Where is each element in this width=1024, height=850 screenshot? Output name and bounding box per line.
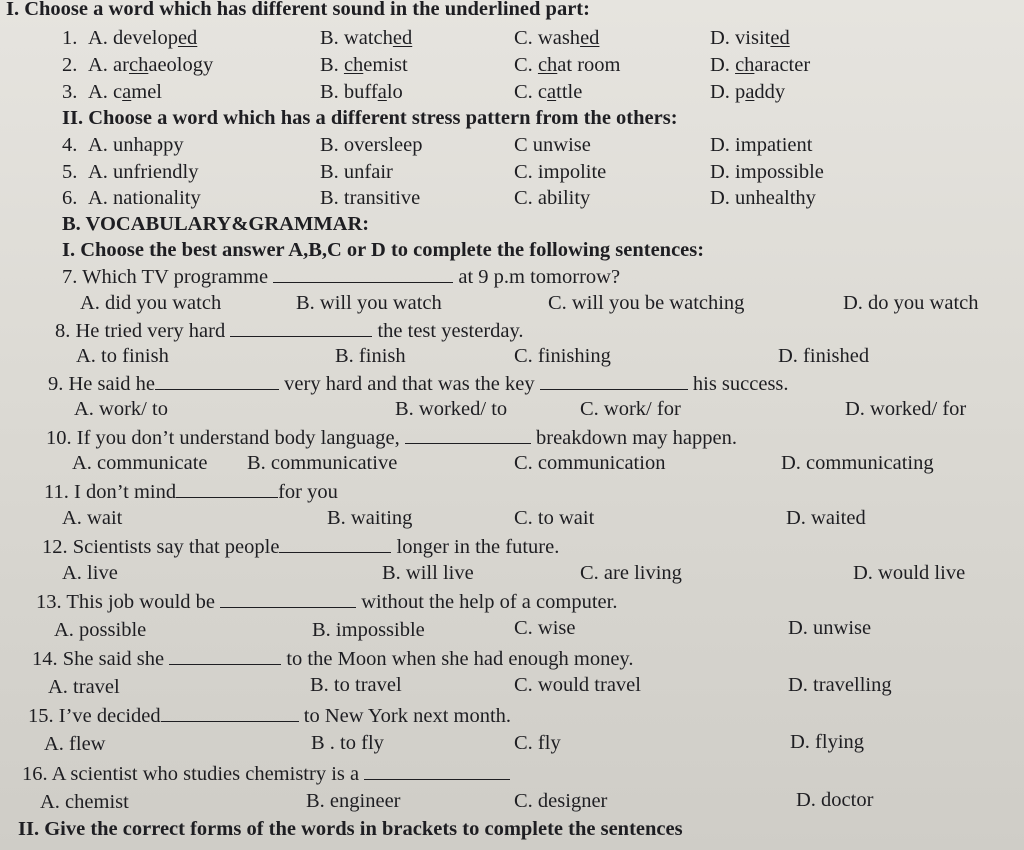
option-a: A. communicate xyxy=(72,452,208,474)
answer-blank xyxy=(220,589,356,608)
option-a: A. live xyxy=(62,562,118,584)
question-stem: 10. If you don’t understand body language, breakdown may happen. xyxy=(46,427,737,449)
option-b: B. watched xyxy=(320,27,413,49)
option-a: A. possible xyxy=(54,619,147,641)
option-a: A. to finish xyxy=(76,345,169,367)
answer-blank xyxy=(230,318,372,337)
option-a: A. camel xyxy=(88,81,163,103)
option-c: C. chat room xyxy=(514,54,621,76)
section-heading-word-forms: II. Give the correct forms of the words in brackets to complete the sentences xyxy=(18,818,683,840)
question-number: 5. xyxy=(62,161,78,183)
option-d: D. unhealthy xyxy=(710,187,816,209)
option-b: B. oversleep xyxy=(320,134,423,156)
question-number: 1. xyxy=(62,27,78,49)
answer-blank xyxy=(540,371,688,390)
option-d: D. visited xyxy=(710,27,790,49)
option-b: B . to fly xyxy=(311,732,384,754)
option-a: A. unfriendly xyxy=(88,161,199,183)
question-stem: 14. She said she to the Moon when she had enough money. xyxy=(32,648,634,670)
option-c: C unwise xyxy=(514,134,591,156)
answer-blank xyxy=(364,761,510,780)
answer-blank xyxy=(176,479,278,498)
option-a: A. unhappy xyxy=(88,134,184,156)
option-c: C. are living xyxy=(580,562,682,584)
option-d: D. communicating xyxy=(781,452,934,474)
option-a: A. did you watch xyxy=(80,292,222,314)
question-stem: 12. Scientists say that people longer in the future. xyxy=(42,536,560,558)
option-d: D. finished xyxy=(778,345,870,367)
option-b: B. worked/ to xyxy=(395,398,508,420)
option-c: C. impolite xyxy=(514,161,607,183)
question-stem: 7. Which TV programme at 9 p.m tomorrow? xyxy=(62,266,621,288)
option-b: B. transitive xyxy=(320,187,421,209)
answer-blank xyxy=(279,534,391,553)
option-b: B. will you watch xyxy=(296,292,442,314)
option-b: B. impossible xyxy=(312,619,425,641)
option-b: B. buffalo xyxy=(320,81,403,103)
option-b: B. unfair xyxy=(320,161,393,183)
option-d: D. do you watch xyxy=(843,292,979,314)
option-c: C. designer xyxy=(514,790,608,812)
section-title-vocabulary-grammar: B. VOCABULARY&GRAMMAR: xyxy=(62,213,370,235)
option-a: A. chemist xyxy=(40,791,129,813)
question-stem: 16. A scientist who studies chemistry is a xyxy=(22,761,510,786)
option-d: D. travelling xyxy=(788,674,892,696)
option-d: D. character xyxy=(710,54,811,76)
option-c: C. washed xyxy=(514,27,600,49)
option-d: D. would live xyxy=(853,562,966,584)
option-a: A. developed xyxy=(88,27,198,49)
answer-blank xyxy=(169,646,281,665)
option-c: C. wise xyxy=(514,617,576,639)
question-number: 2. xyxy=(62,54,78,76)
option-a: A. wait xyxy=(62,507,123,529)
question-number: 3. xyxy=(62,81,78,103)
question-number: 6. xyxy=(62,187,78,209)
option-c: C. ability xyxy=(514,187,591,209)
question-stem: 8. He tried very hard the test yesterday. xyxy=(55,320,524,342)
section-heading-best-answer: I. Choose the best answer A,B,C or D to complete the following sentences: xyxy=(62,239,705,261)
option-d: D. waited xyxy=(786,507,866,529)
option-c: C. finishing xyxy=(514,345,611,367)
answer-blank xyxy=(273,264,453,283)
option-a: A. nationality xyxy=(88,187,201,209)
option-b: B. to travel xyxy=(310,674,402,696)
option-b: B. chemist xyxy=(320,54,408,76)
section-heading-sound: I. Choose a word which has different sound in the underlined part: xyxy=(6,0,590,20)
option-c: C. to wait xyxy=(514,507,595,529)
option-d: D. unwise xyxy=(788,617,872,639)
option-b: B. finish xyxy=(335,345,406,367)
option-a: A. flew xyxy=(44,733,106,755)
option-c: C. work/ for xyxy=(580,398,681,420)
option-d: D. impatient xyxy=(710,134,813,156)
question-number: 4. xyxy=(62,134,78,156)
option-d: D. flying xyxy=(790,731,865,753)
section-heading-stress: II. Choose a word which has a different stress pattern from the others: xyxy=(62,107,678,129)
option-a: A. travel xyxy=(48,676,120,698)
option-b: B. waiting xyxy=(327,507,413,529)
option-a: A. work/ to xyxy=(74,398,168,420)
option-d: D. impossible xyxy=(710,161,824,183)
question-stem: 15. I’ve decided to New York next month. xyxy=(28,705,512,727)
option-d: D. paddy xyxy=(710,81,786,103)
question-stem: 13. This job would be without the help of a computer. xyxy=(36,591,618,613)
option-d: D. doctor xyxy=(796,789,874,811)
option-a: A. archaeology xyxy=(88,54,214,76)
option-c: C. will you be watching xyxy=(548,292,745,314)
answer-blank xyxy=(161,703,299,722)
option-b: B. engineer xyxy=(306,790,401,812)
option-c: C. would travel xyxy=(514,674,641,696)
option-c: C. communication xyxy=(514,452,666,474)
option-b: B. will live xyxy=(382,562,474,584)
answer-blank xyxy=(155,371,279,390)
option-c: C. cattle xyxy=(514,81,583,103)
option-b: B. communicative xyxy=(247,452,398,474)
option-c: C. fly xyxy=(514,732,561,754)
answer-blank xyxy=(405,425,531,444)
option-d: D. worked/ for xyxy=(845,398,967,420)
question-stem: 11. I don’t mind for you xyxy=(44,481,338,503)
question-stem: 9. He said he very hard and that was the key his success. xyxy=(48,373,789,395)
